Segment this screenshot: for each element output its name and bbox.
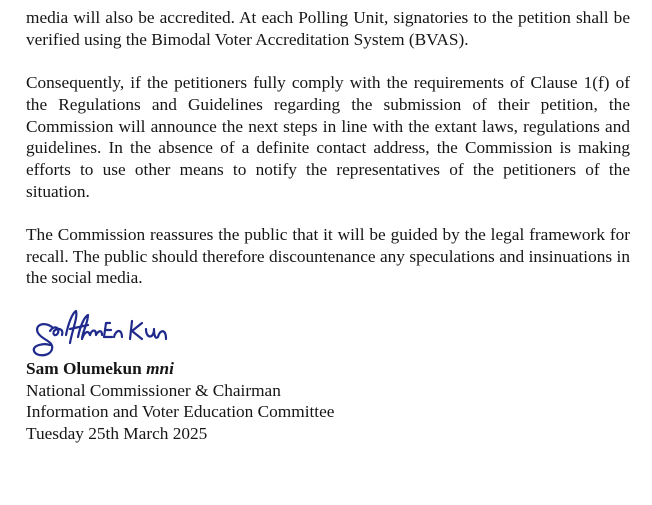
handwritten-signature [30,307,190,363]
signatory-title: National Commissioner & Chairman [26,380,281,400]
signatory-committee: Information and Voter Education Committee [26,402,335,422]
signatory-name: Sam Olumekun [26,359,142,378]
document-body [26,7,630,289]
paragraph-next-steps: Consequently, if the petitioners fully comply with the requirements of Clause 1(f) of the Regulations and Guidelines regarding the submission of their petition, the Commission will announce the next steps in line with the extant laws, regulations and guidelines. In the absence of a definite contact address, the Commission is making efforts to use other means to notify the representatives of the petitioners of the situation. [26,73,630,201]
paragraph-accreditation: media will also be accredited. At each Polling Unit, signatories to the petition shall be verified using the Bimodal Voter Accreditation System (BVAS). [26,8,630,49]
document-date: Tuesday 25th March 2025 [26,423,208,443]
signatory-suffix: mni [146,359,174,378]
signatory-block [26,358,334,444]
signatory-name-line [26,358,334,380]
paragraph-reassurance: The Commission reassures the public that it will be guided by the legal framework for recall. The public should therefore discountenance any speculations and insinuations in the social media. [26,225,630,288]
